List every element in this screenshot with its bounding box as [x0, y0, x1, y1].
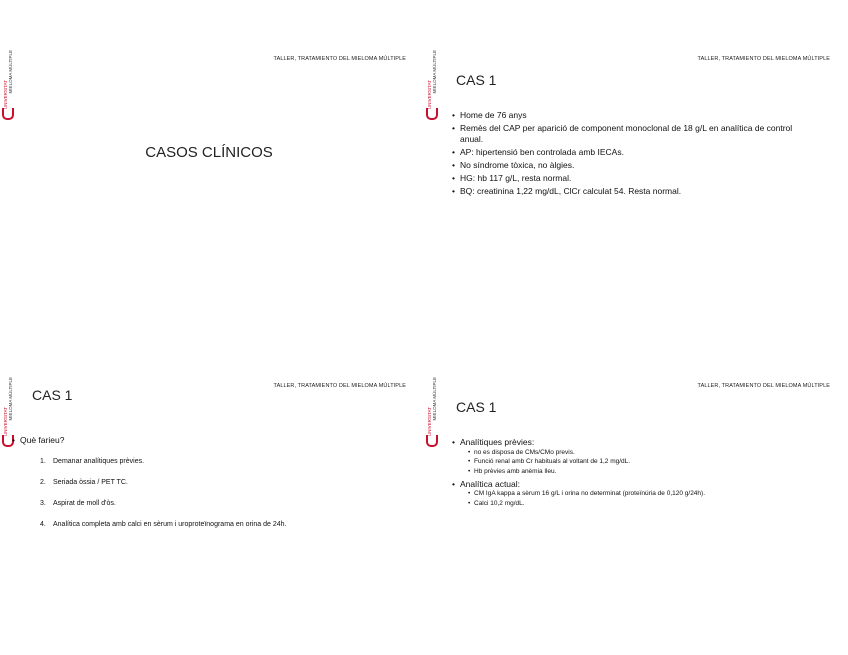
list-item — [40, 520, 400, 529]
option-text: Aspirat de moll d'òs. — [53, 500, 116, 507]
option-text: Demanar analítiques prèvies. — [53, 458, 145, 465]
list-item: • No síndrome tòxica, no àlgies. — [452, 160, 812, 171]
option-number: 3. — [40, 500, 46, 507]
sub-list — [460, 490, 812, 508]
slide-3 — [0, 371, 418, 611]
logo-mark — [426, 108, 438, 120]
list-item — [452, 479, 812, 509]
logo-mark — [2, 108, 14, 120]
list-item — [40, 478, 400, 487]
slide-title: CAS 1 — [32, 387, 73, 403]
list-item: • HG: hb 117 g/L, resta normal. — [452, 173, 812, 184]
slide-header: TALLER, TRATAMIENTO DEL MIELOMA MÚLTIPLE — [273, 56, 406, 62]
logo-side-text: MIELOMA MÚLTIPLE — [8, 50, 13, 94]
slide-1 — [0, 44, 418, 284]
bullet-text: Analítiques prèvies: — [460, 437, 535, 447]
option-text: Analítica completa amb calci en sèrum i uroproteïnograma en orina de 24h. — [53, 521, 287, 528]
slide-header: TALLER, TRATAMIENTO DEL MIELOMA MÚLTIPLE — [697, 383, 830, 389]
university-logo — [426, 50, 438, 120]
option-number: 2. — [40, 479, 46, 486]
option-number: 1. — [40, 458, 46, 465]
list-item: • Què farieu? — [12, 435, 392, 446]
slide-header: TALLER, TRATAMIENTO DEL MIELOMA MÚLTIPLE — [273, 383, 406, 389]
sub-item: • Funció renal amb Cr habituals al voltant de 1,2 mg/dL. — [468, 458, 812, 467]
logo-side-text: MIELOMA MÚLTIPLE — [432, 377, 437, 421]
sub-item: • CM IgA kappa a sèrum 16 g/L i orina no determinat (proteïnúria de 0,120 g/24h). — [468, 490, 812, 499]
slide-title: CASOS CLÍNICOS — [145, 144, 273, 161]
option-list — [40, 457, 400, 541]
sub-item: • Hb prèvies amb anèmia lleu. — [468, 468, 812, 477]
university-logo — [2, 50, 14, 120]
list-item: • BQ: creatinina 1,22 mg/dL, ClCr calculat 54. Resta normal. — [452, 186, 812, 197]
list-item — [40, 499, 400, 508]
option-text: Seriada òssia / PET TC. — [53, 479, 128, 486]
sub-item: • no es disposa de CMs/CMo previs. — [468, 449, 812, 458]
sub-list — [460, 449, 812, 477]
bullet-list — [452, 110, 812, 199]
slide-2 — [424, 44, 842, 284]
sub-item: • Calci 10,2 mg/dL. — [468, 500, 812, 509]
logo-red-text: UNIVERSITAT — [427, 80, 432, 110]
slide-4 — [424, 371, 842, 611]
logo-side-text: MIELOMA MÚLTIPLE — [8, 377, 13, 421]
option-number: 4. — [40, 521, 46, 528]
list-item: • Remès del CAP per aparició de component monoclonal de 18 g/L en analítica de control anual. — [452, 123, 812, 144]
logo-red-text: UNIVERSITAT — [3, 407, 8, 437]
university-logo — [426, 377, 438, 447]
slide-title: CAS 1 — [456, 399, 497, 415]
logo-mark — [426, 435, 438, 447]
slide-title: CAS 1 — [456, 72, 497, 88]
list-item — [40, 457, 400, 466]
logo-side-text: MIELOMA MÚLTIPLE — [432, 50, 437, 94]
logo-red-text: UNIVERSITAT — [427, 407, 432, 437]
bullet-text: Analítica actual: — [460, 478, 521, 489]
list-item — [452, 437, 812, 476]
bullet-list — [452, 437, 812, 511]
bullet-list — [12, 435, 392, 448]
list-item: • AP: hipertensió ben controlada amb IECAs. — [452, 147, 812, 158]
slide-header: TALLER, TRATAMIENTO DEL MIELOMA MÚLTIPLE — [697, 56, 830, 62]
list-item: • Home de 76 anys — [452, 110, 812, 121]
logo-red-text: UNIVERSITAT — [3, 80, 8, 110]
